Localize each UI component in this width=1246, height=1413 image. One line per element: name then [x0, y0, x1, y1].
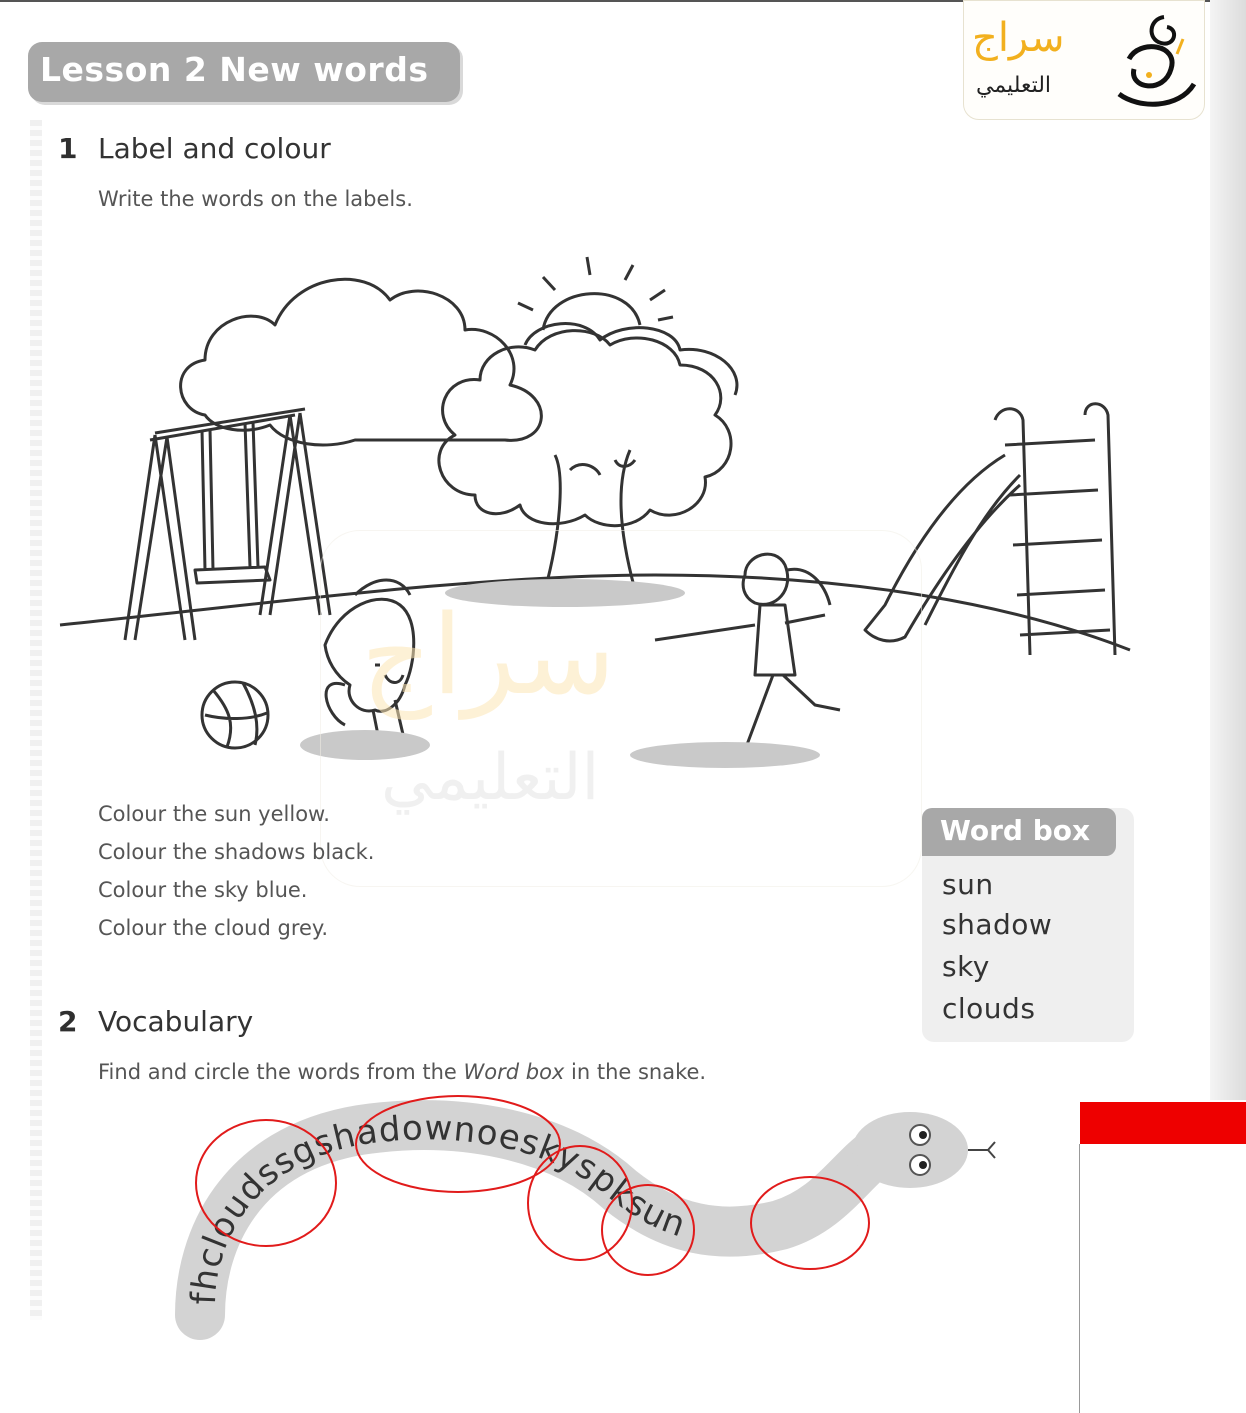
section1-title: Label and colour	[98, 132, 331, 165]
copyright-margin-text	[30, 120, 42, 1320]
logo-name: سراج	[972, 15, 1065, 61]
snake-head	[852, 1112, 968, 1188]
cat-shadow	[300, 730, 430, 760]
cat-drawing	[325, 580, 414, 745]
word-box-item: sun	[942, 868, 994, 901]
calligraphy-icon	[1109, 9, 1199, 114]
colour-instruction-shadows: Colour the shadows black.	[98, 840, 375, 864]
watermark-name: سراج	[361, 591, 616, 719]
word-box-item: sky	[942, 950, 990, 983]
colour-instruction-cloud: Colour the cloud grey.	[98, 916, 329, 940]
snake-letters: fhcloudssgshadownoeskyspksun	[183, 1108, 692, 1306]
section2-title: Vocabulary	[98, 1005, 254, 1038]
girl-drawing	[655, 554, 840, 755]
instruction-text-after: in the snake.	[564, 1060, 707, 1084]
word-snake	[160, 1090, 1020, 1350]
slide-drawing	[995, 404, 1115, 655]
girl-shadow	[630, 742, 820, 768]
colour-instruction-sun: Colour the sun yellow.	[98, 802, 330, 826]
page-edge-shade	[1210, 0, 1246, 1100]
instruction-text-italic: Word box	[463, 1060, 565, 1084]
tree-drawing	[439, 331, 731, 526]
colour-instruction-sky: Colour the sky blue.	[98, 878, 308, 902]
watermark-subtitle: التعليمي	[381, 741, 600, 815]
snake-tongue	[968, 1142, 995, 1158]
section1-number: 1	[58, 132, 78, 165]
svg-text:fhcloudssgshadownoeskyspksun	[184, 1108, 691, 1305]
lesson-title-tab	[28, 42, 460, 102]
lesson-title: Lesson 2 New words	[40, 50, 429, 89]
word-box-title: Word box	[940, 814, 1091, 847]
section2-instruction	[98, 1060, 706, 1084]
instruction-text-before: Find and circle the words from the	[98, 1060, 464, 1084]
tree-shadow	[445, 579, 685, 607]
word-box	[922, 808, 1134, 1042]
word-box-item: clouds	[942, 992, 1036, 1025]
siraj-logo	[963, 0, 1205, 120]
right-panel-border	[1079, 1144, 1080, 1413]
logo-subtitle: التعليمي	[976, 73, 1052, 98]
word-box-item: shadow	[942, 908, 1053, 941]
red-highlight-bar	[1080, 1102, 1246, 1144]
word-box-header	[922, 808, 1116, 856]
section2-number: 2	[58, 1005, 78, 1038]
section1-instruction: Write the words on the labels.	[98, 187, 413, 211]
playground-illustration	[55, 245, 1145, 775]
